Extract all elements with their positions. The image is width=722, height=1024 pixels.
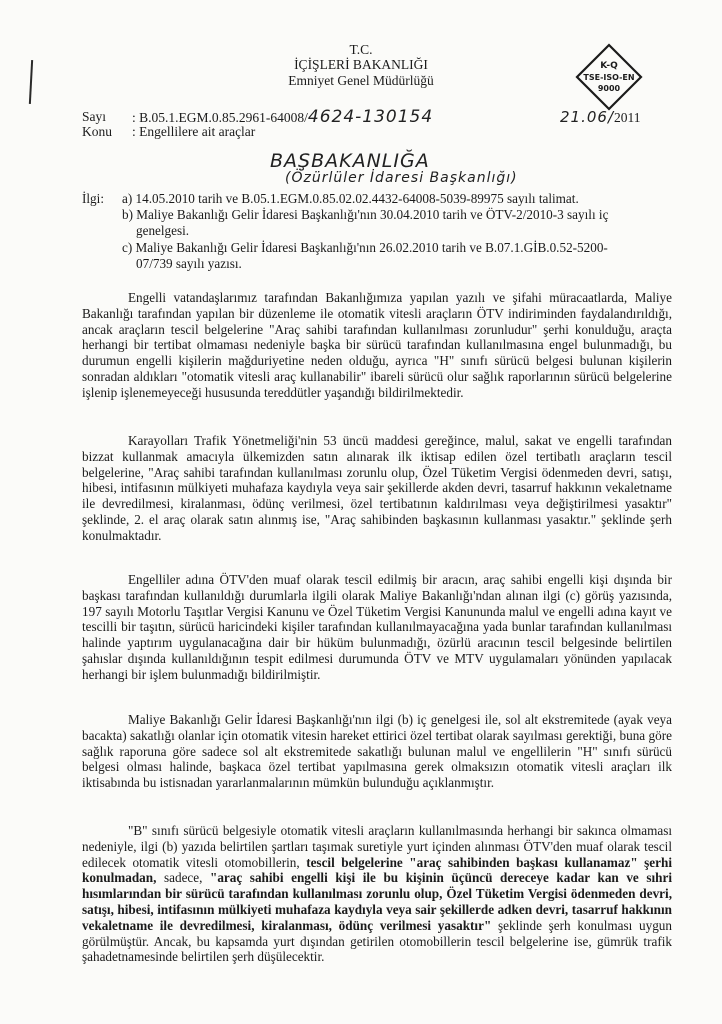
ilgi-item-c-line1: c) Maliye Bakanlığı Gelir İdaresi Başkanlığı'nın 26.02.2010 tarih ve B.07.1.GİB.0.52-5200-: [122, 240, 608, 255]
stamp-top-text: K-Q: [600, 61, 618, 71]
date-year: 2011: [614, 110, 641, 125]
date-handwritten: 21.06/: [560, 108, 614, 126]
paragraph-5-bold-b: tescil belgelerine "araç sahibinden başkası kullanamaz" şerhi konulmadan,: [82, 854, 673, 886]
konu-label: Konu: [82, 124, 112, 139]
ilgi-item-b-line2: genelgesi.: [136, 222, 190, 238]
ilgi-item-b-line1: b) Maliye Bakanlığı Gelir İdaresi Başkanlığı'nın 30.04.2010 tarih ve ÖTV-2/2010-3 sayılı iç: [122, 207, 609, 222]
recipient-handwritten: BAŞBAKANLIĞA: [270, 150, 430, 172]
konu-value: : Engellilere ait araçlar: [132, 124, 256, 139]
header-tc: T.C.: [349, 42, 373, 57]
sayi-label: Sayı: [82, 109, 107, 124]
paragraph-4: Maliye Bakanlığı Gelir İdaresi Başkanlığı'nın ilgi (b) iç genelgesi ile, sol alt ekstremitede (ayak veya bacakta) sakatlığı olanlar için otomatik vitesin hareket ettirici özel tertibat olarak sayılması gerektiği, buna göre sağlık raporuna göre sadece sol alt ekstremitede sakatlığı bulunan malul ve engellilerin "H" sınıfı sürücü belgesi olması halinde, başkaca özel tertibat yapılmasına gerek olmaksızın otomatik vitesli araçları ilk iktisabında bu istisnadan yararlanmalarının mümkün bulunduğu açıklanmıştır.: [82, 712, 672, 791]
paragraph-5-part-e: şeklinde şerh konulması uygun görülmüştür. Ancak, bu kapsamda yurt dışından getirilen otomobillerin tescil belgelerine ise, gümrük trafik şahadetnamesinde belirtilen şerh düşülecektir.: [82, 917, 672, 965]
paragraph-5-part-a: "B" sınıfı sürücü belgesiyle otomatik vitesli araçların kullanılmasında herhangi bir sakınca olmaması nedeniyle, ilgi (b) yazıda belirtilen şartları taşımak suretiyle yurt içinden alınması ÖTV'den muaf olarak tescil edilecek otomatik vitesli otomobillerin,: [82, 823, 672, 870]
recipient-subline-handwritten: (Özürlüler İdaresi Başkanlığı): [285, 170, 518, 186]
paragraph-2: Karayolları Trafik Yönetmeliği'nin 53 üncü maddesi gereğince, malul, sakat ve engelli tarafından bizzat kullanmak amacıyla ülkemizden satın alınarak ilk iktisap edilen özel tertibatlı araçların tescil belgelerine, "Araç sahibi tarafından kullanılması zorunlu olup, Özel Tüketim Vergisi ödenmeden devri, satışı, hibesi, intifasının mülkiyeti muhafaza kaydıyla veya sair şekillerde akden devri, tasarruf hakkının vekaletname ile devredilmesi, kiralanması, ödünç verilmesi, özel tertibatının kaldırılması veya değiştirilmesi yasaktır" şeklinde, 2. el araç olarak satın alınmış ise, "Araç sahibinden başkasının kullanması yasaktır." şeklinde şerh konulmaktadır.: [82, 433, 672, 543]
paragraph-3: Engelliler adına ÖTV'den muaf olarak tescil edilmiş bir aracın, araç sahibi engelli kişi dışında bir başkası tarafından kullanıldığı durumlarla ilgili olarak Maliye Bakanlığı'ndan alınan ilgi (c) görüş yazısında, 197 sayılı Motorlu Taşıtlar Vergisi Kanunu ve Özel Tüketim Vergisi Kanununda malul ve engelli adına kayıt ve tescilli bir taşıtın, sürücü haricindeki kişiler tarafından kullanılmayacağına yada bunlar tarafından kullanılması halinde yaptırım uygulanacağına dair bir hüküm bulunmadığı, özürlü aracının tescil belgesinde belirtilen şahıslar dışında kullanıldığının tespit edilmesi durumunda ÖTV ve MTV uygulamaları yönünden yapılacak herhangi bir işlem bulunmadığı bildirilmiştir.: [82, 572, 672, 682]
ilgi-item-b: [122, 207, 682, 239]
stamp-middle-text: TSE-ISO-EN: [583, 73, 635, 82]
paragraph-5-part-c: sadece,: [156, 870, 211, 886]
ilgi-item-a: a) 14.05.2010 tarih ve B.05.1.EGM.0.85.02.02.4432-64008-5039-89975 sayılı talimat.: [122, 191, 579, 206]
paragraph-1: Engelli vatandaşlarımız tarafından Bakanlığımıza yapılan yazılı ve şifahi müracaatlarda, Maliye Bakanlığı tarafından yapılan bir düzenleme ile otomatik vitesli araçların ÖTV indiriminden faydalandırıldığı, ancak araçların tescil belgelerine "Araç sahibi tarafından kullanılması zorunludur" şerhi konulduğu, araçta herhangi bir tertibat olmaması nedeniyle başka bir sürücü tarafından kullanılmasına engel bulunmadığı, bu durumun engelli kişilerin mağduriyetine neden olduğu, ayrıca "H" sınıfı sürücü belgesi bulunan kişilerin sonradan aldıkları "otomatik vitesli araç kullanabilir" ibareli sürücü olur sağlık raporlarının sürücü belgelerine işlenip işlenemeyeceği hususunda tereddütler yaşandığı bildirilmektedir.: [82, 290, 672, 400]
paragraph-5: [82, 823, 672, 965]
paragraph-5-bold-d: "araç sahibi engelli kişi ile bu kişinin üçüncü dereceye kadar kan ve sıhri hısımlarından bir sürücü tarafından kullanılması zorunlu olup, Özel Tüketim Vergisi ödenmeden devri, satışı, hibesi, intifasının mülkiyeti muhafaza kaydıyla veya sair şekillerde adken devri, tasarruf hakkının vekaletname ile devredilmesi, kiralanması, ödünç verilmesi yasaktır": [82, 870, 673, 933]
ilgi-label: İlgi:: [82, 191, 104, 206]
header-ministry: İÇİŞLERİ BAKANLIĞI: [294, 57, 428, 72]
date: [560, 109, 641, 126]
ilgi-item-c-line2: 07/739 sayılı yazısı.: [136, 255, 242, 271]
ilgi-item-c: [122, 240, 682, 272]
tse-iso-stamp: [574, 42, 644, 112]
sayi-number: : B.05.1.EGM.0.85.2961-64008/: [132, 110, 308, 125]
stamp-bottom-text: 9000: [597, 84, 621, 93]
sayi-handwritten: 4624-130154: [307, 107, 434, 127]
header-directorate: Emniyet Genel Müdürlüğü: [288, 73, 434, 88]
